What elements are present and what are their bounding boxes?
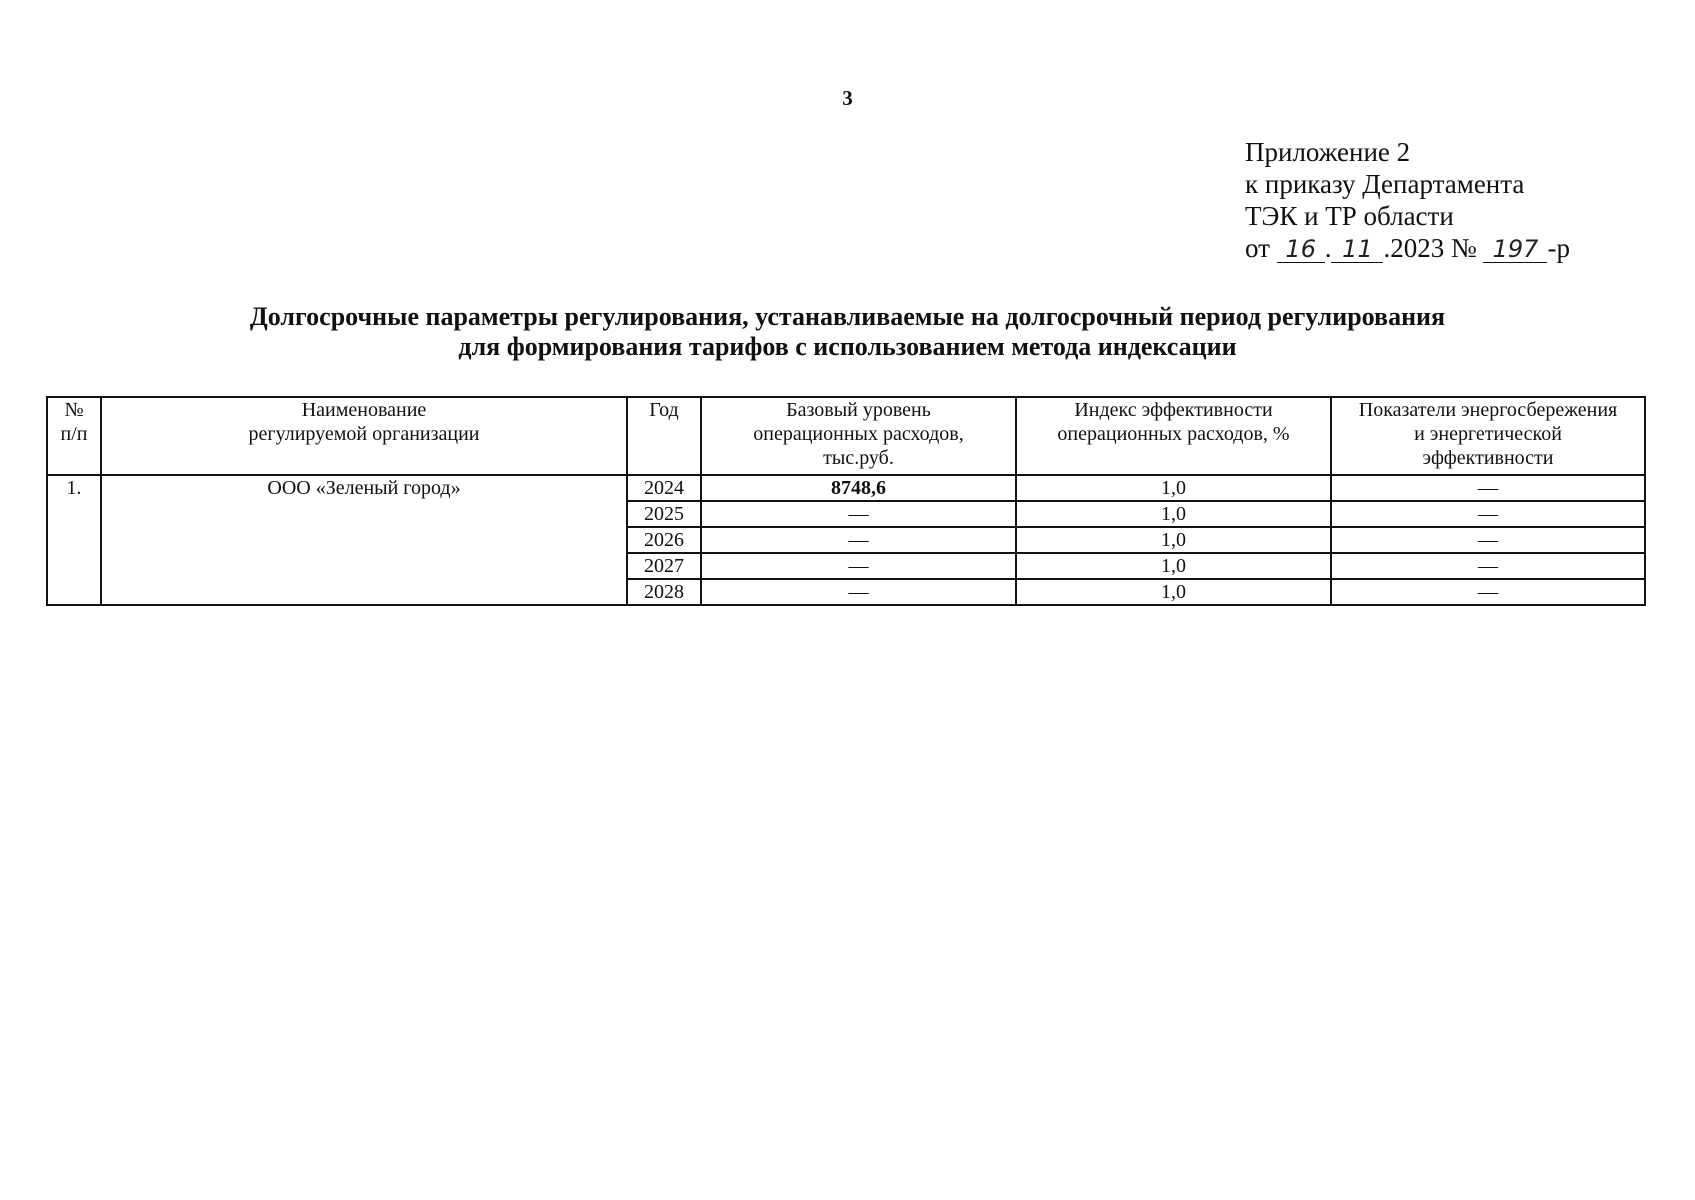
header-num-line-1: № bbox=[64, 399, 84, 421]
table-row bbox=[47, 475, 1645, 501]
row-efficiency-index: 1,0 bbox=[1016, 553, 1331, 579]
row-base-level: — bbox=[701, 527, 1016, 553]
row-year: 2024 bbox=[627, 475, 701, 501]
header-energy-indicators-line-3: эффективности bbox=[1422, 447, 1554, 469]
header-org-name bbox=[101, 397, 627, 475]
header-energy-indicators-line-2: и энергетической bbox=[1414, 423, 1562, 445]
document-title-line-2: для формирования тарифов с использованием метода индексации bbox=[458, 332, 1237, 361]
header-base-level-line-2: операционных расходов, bbox=[753, 423, 964, 445]
header-energy-indicators bbox=[1331, 397, 1645, 475]
order-date-year-number-label: .2023 № bbox=[1383, 233, 1477, 263]
parameters-table bbox=[46, 396, 1646, 606]
order-number-suffix: -р bbox=[1547, 233, 1570, 263]
document-title bbox=[0, 302, 1695, 362]
header-num-line-2: п/п bbox=[60, 423, 88, 445]
row-energy-indicators: — bbox=[1331, 579, 1645, 605]
appendix-order-date bbox=[1245, 232, 1570, 264]
order-date-month-handwritten: 11 bbox=[1331, 236, 1383, 263]
header-efficiency-index-line-2: операционных расходов, % bbox=[1057, 423, 1290, 445]
header-num bbox=[47, 397, 101, 475]
row-efficiency-index: 1,0 bbox=[1016, 579, 1331, 605]
header-org-name-line-2: регулируемой организации bbox=[248, 423, 480, 445]
row-energy-indicators: — bbox=[1331, 475, 1645, 501]
row-base-level: — bbox=[701, 501, 1016, 527]
row-year: 2027 bbox=[627, 553, 701, 579]
order-date-prefix: от bbox=[1245, 233, 1270, 263]
row-efficiency-index: 1,0 bbox=[1016, 501, 1331, 527]
row-year: 2028 bbox=[627, 579, 701, 605]
header-base-level bbox=[701, 397, 1016, 475]
order-number-handwritten: 197 bbox=[1483, 236, 1547, 263]
row-energy-indicators: — bbox=[1331, 527, 1645, 553]
org-number: 1. bbox=[47, 475, 101, 605]
row-base-level: — bbox=[701, 579, 1016, 605]
table-header-row bbox=[47, 397, 1645, 475]
header-year: Год bbox=[627, 397, 701, 475]
page-number: 3 bbox=[842, 86, 853, 110]
header-base-level-line-3: тыс.руб. bbox=[823, 447, 894, 469]
row-base-level: 8748,6 bbox=[701, 475, 1016, 501]
appendix-line-2: к приказу Департамента bbox=[1245, 169, 1525, 199]
row-base-level: — bbox=[701, 553, 1016, 579]
row-year: 2025 bbox=[627, 501, 701, 527]
order-date-dot: . bbox=[1324, 233, 1332, 263]
header-efficiency-index bbox=[1016, 397, 1331, 475]
org-name: ООО «Зеленый город» bbox=[101, 475, 627, 605]
row-year: 2026 bbox=[627, 527, 701, 553]
row-energy-indicators: — bbox=[1331, 501, 1645, 527]
header-efficiency-index-line-1: Индекс эффективности bbox=[1074, 399, 1273, 421]
row-efficiency-index: 1,0 bbox=[1016, 527, 1331, 553]
header-org-name-line-1: Наименование bbox=[301, 399, 427, 421]
appendix-block bbox=[1245, 136, 1570, 264]
row-efficiency-index: 1,0 bbox=[1016, 475, 1331, 501]
document-title-line-1: Долгосрочные параметры регулирования, устанавливаемые на долгосрочный период регулирования bbox=[249, 302, 1446, 331]
appendix-line-1: Приложение 2 bbox=[1245, 137, 1411, 167]
header-energy-indicators-line-1: Показатели энергосбережения bbox=[1358, 399, 1618, 421]
row-energy-indicators: — bbox=[1331, 553, 1645, 579]
appendix-line-3: ТЭК и ТР области bbox=[1245, 201, 1454, 231]
header-base-level-line-1: Базовый уровень bbox=[786, 399, 931, 421]
order-date-day-handwritten: 16 bbox=[1277, 236, 1325, 263]
